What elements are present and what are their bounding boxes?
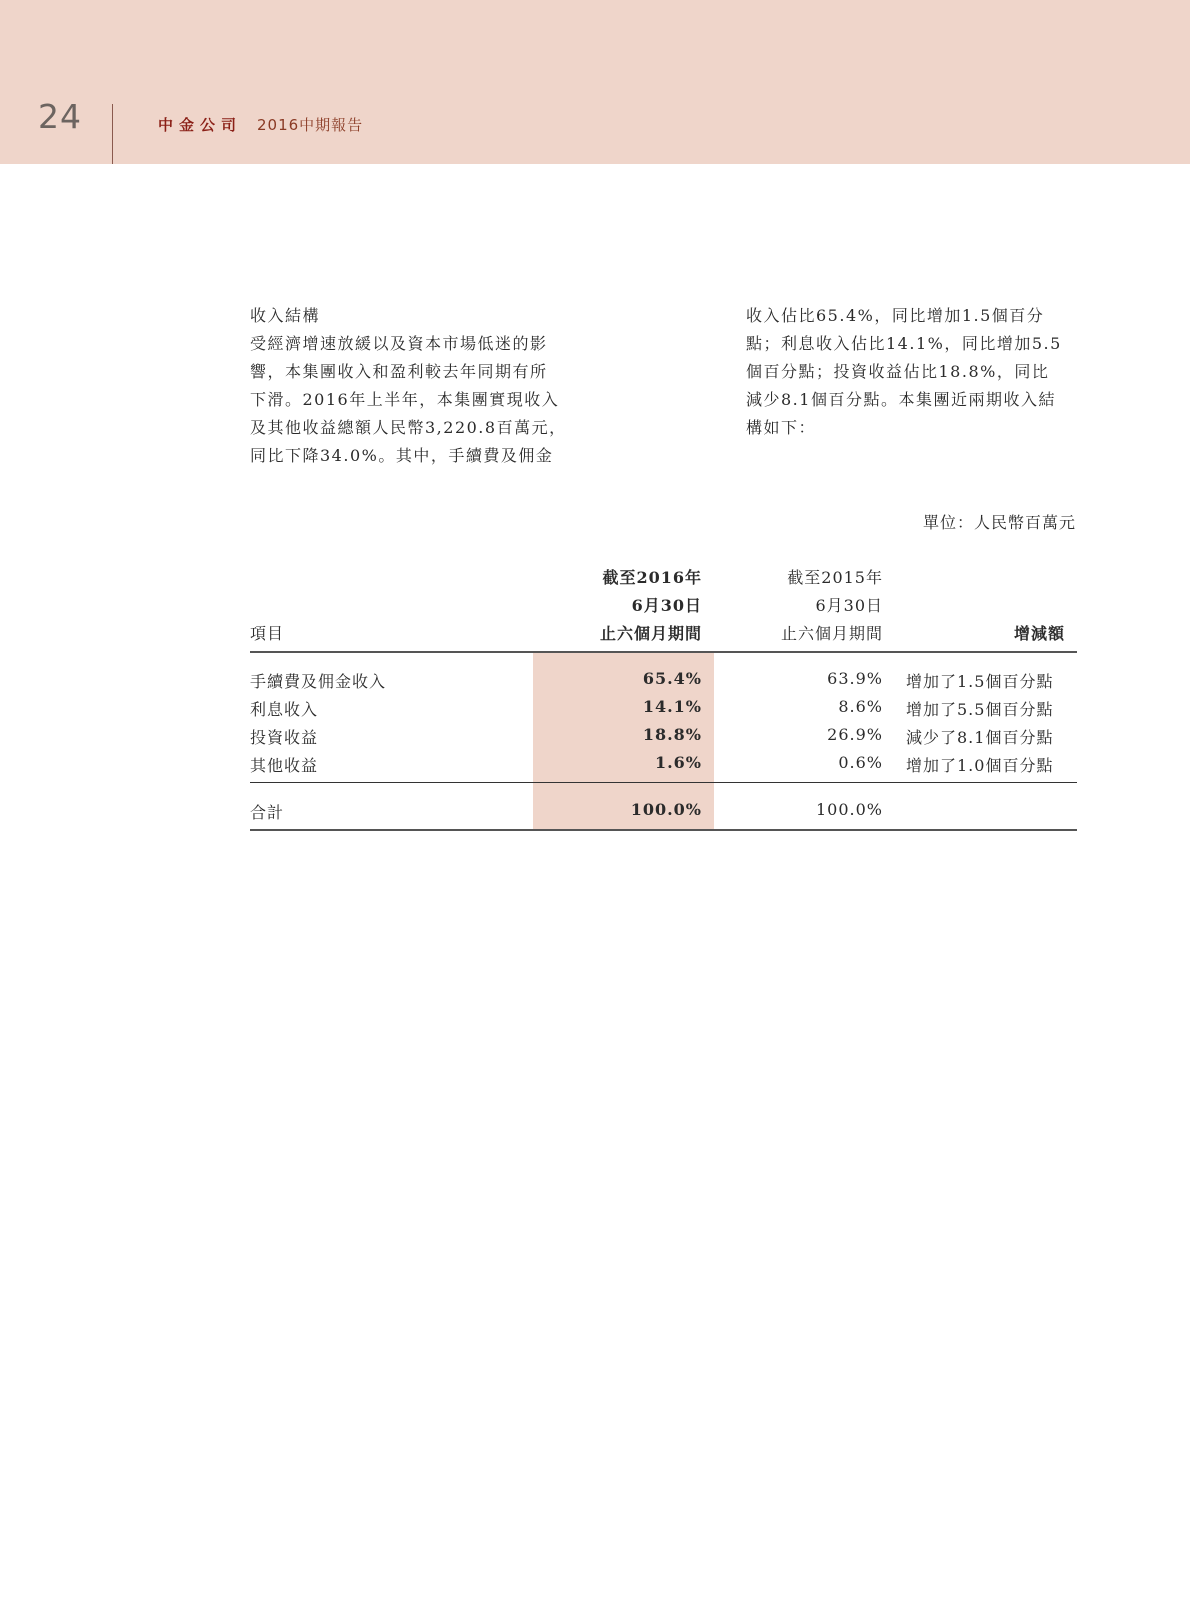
row-change: 增加了5.5個百分點	[906, 700, 1054, 719]
header-item: 項目	[250, 624, 285, 643]
row-item: 其他收益	[250, 756, 319, 775]
total-item: 合計	[250, 803, 285, 822]
body-line: 構如下：	[746, 418, 817, 437]
brand-name: 中金公司	[158, 116, 243, 134]
header-change: 增減額	[1013, 624, 1065, 643]
table-row	[250, 697, 1077, 725]
body-line: 收入佔比65.4%，同比增加1.5個百分	[746, 306, 1045, 325]
header-2016-line2: 6月30日	[631, 596, 702, 615]
row-item: 投資收益	[250, 728, 319, 747]
table-total-row	[250, 800, 1077, 828]
row-change: 減少了8.1個百分點	[906, 728, 1054, 747]
header-2016-line3: 止六個月期間	[599, 624, 702, 643]
table-header-row-1	[250, 565, 1077, 593]
body-left-column	[250, 302, 585, 470]
header-rule	[250, 651, 1077, 653]
total-rule	[250, 829, 1077, 831]
body-line: 點；利息收入佔比14.1%，同比增加5.5	[746, 334, 1062, 353]
table-header-row-2	[250, 593, 1077, 621]
page-header	[0, 0, 1190, 164]
row-value-2016: 14.1%	[642, 697, 702, 716]
row-value-2015: 63.9%	[827, 669, 883, 688]
body-line: 受經濟增速放緩以及資本市場低迷的影	[250, 334, 548, 353]
header-2016-line1: 截至2016年	[602, 568, 702, 587]
body-right-column	[746, 302, 1076, 442]
header-2015-line1: 截至2015年	[787, 568, 883, 587]
row-value-2015: 26.9%	[827, 725, 883, 744]
body-line: 個百分點；投資收益佔比18.8%，同比	[746, 362, 1050, 381]
row-item: 利息收入	[250, 700, 319, 719]
body-line: 及其他收益總額人民幣3,220.8百萬元，	[250, 418, 567, 437]
page-number: 24	[38, 97, 82, 136]
row-change: 增加了1.5個百分點	[906, 672, 1054, 691]
body-line: 減少8.1個百分點。本集團近兩期收入結	[746, 390, 1056, 409]
row-value-2016: 65.4%	[642, 669, 702, 688]
section-title: 收入結構	[250, 306, 321, 325]
header-2015-line3: 止六個月期間	[780, 624, 883, 643]
body-line: 響，本集團收入和盈利較去年同期有所	[250, 362, 548, 381]
table-row	[250, 725, 1077, 753]
header-divider	[112, 104, 113, 164]
row-value-2015: 8.6%	[838, 697, 883, 716]
row-item: 手續費及佣金收入	[250, 672, 387, 691]
unit-label: 單位：人民幣百萬元	[922, 513, 1076, 532]
table-header-row-3	[250, 621, 1077, 649]
report-title: 2016中期報告	[257, 116, 364, 134]
body-line: 同比下降34.0%。其中，手續費及佣金	[250, 446, 554, 465]
row-value-2015: 0.6%	[838, 753, 883, 772]
subtotal-rule	[250, 782, 1077, 783]
table-row	[250, 669, 1077, 697]
header-2015-line2: 6月30日	[815, 596, 883, 615]
row-value-2016: 18.8%	[642, 725, 702, 744]
row-value-2016: 1.6%	[654, 753, 702, 772]
row-change: 增加了1.0個百分點	[906, 756, 1054, 775]
table-row	[250, 753, 1077, 781]
body-line: 下滑。2016年上半年，本集團實現收入	[250, 390, 560, 409]
total-value-2015: 100.0%	[815, 800, 883, 819]
total-value-2016: 100.0%	[630, 800, 702, 819]
